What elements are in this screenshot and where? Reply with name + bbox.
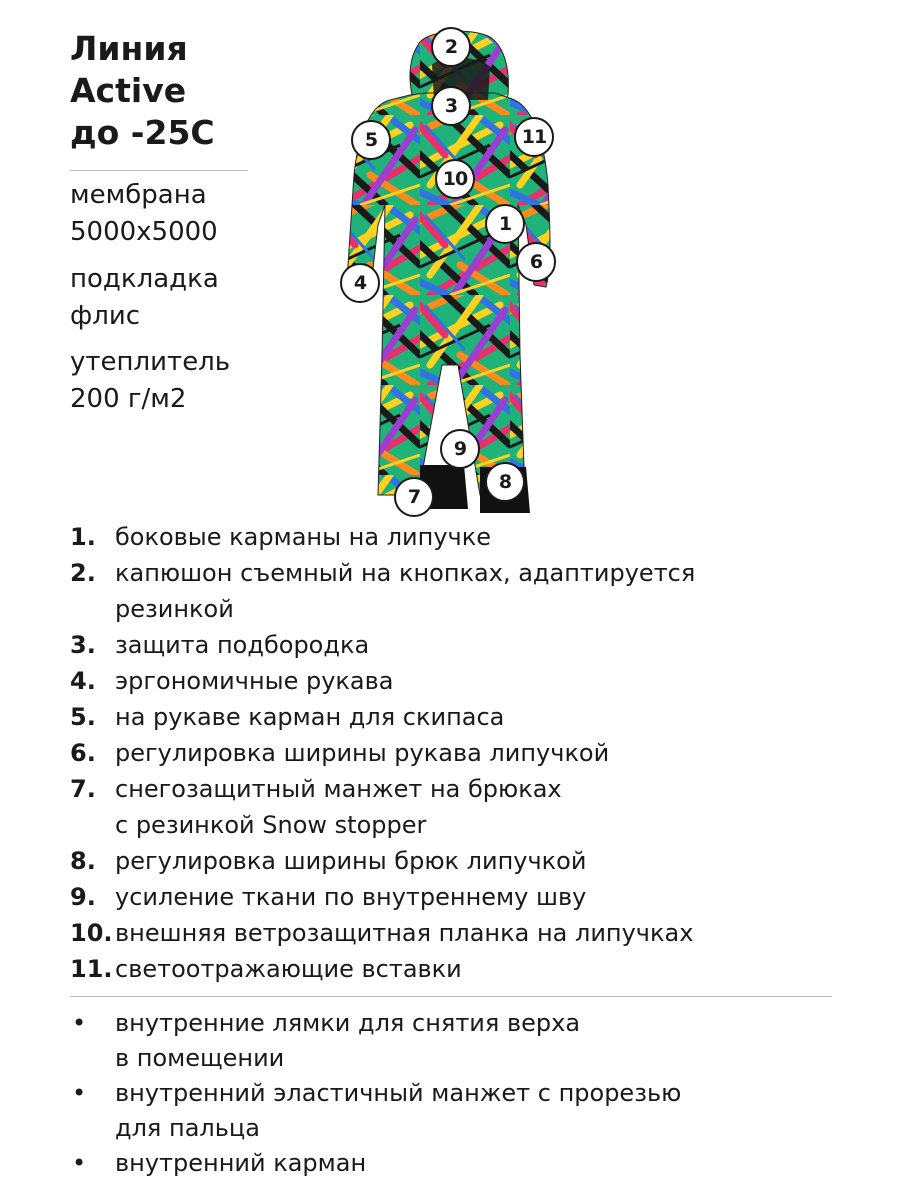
item-text	[115, 735, 609, 771]
item-line: эргономичные рукава	[115, 667, 394, 695]
spec-membrane	[70, 177, 218, 251]
item-line: в помещении	[115, 1044, 285, 1072]
list-item	[70, 519, 850, 555]
item-line: внутренние лямки для снятия верха	[115, 1009, 581, 1037]
item-line: с резинкой Snow stopper	[115, 811, 427, 839]
item-line: внутренний эластичный манжет с прорезью	[115, 1079, 682, 1107]
item-text	[115, 1146, 366, 1181]
item-number: 6.	[70, 739, 96, 767]
list-item	[70, 699, 850, 735]
item-number: 8.	[70, 847, 96, 875]
title-divider	[70, 170, 248, 171]
item-number: 4.	[70, 667, 96, 695]
spec-value: 5000x5000	[70, 217, 218, 247]
item-line: капюшон съемный на кнопках, адаптируется	[115, 559, 696, 587]
item-line: светоотражающие вставки	[115, 955, 462, 983]
item-number: 11.	[70, 955, 113, 983]
spec-label: утеплитель	[70, 347, 231, 377]
item-line: резинкой	[115, 595, 234, 623]
item-text	[115, 1006, 580, 1076]
callout-hood: 2	[431, 27, 471, 67]
spec-insulation	[70, 344, 230, 418]
list-item	[70, 735, 850, 771]
item-line: регулировка ширины брюк липучкой	[115, 847, 587, 875]
list-item	[70, 627, 850, 663]
title-line: Линия	[70, 29, 188, 68]
spec-label: мембрана	[70, 180, 207, 210]
spec-lining	[70, 261, 219, 335]
callout-leg-adjust: 8	[485, 462, 525, 502]
bullet: •	[72, 1009, 87, 1037]
item-line: снегозащитный манжет на брюках	[115, 775, 562, 803]
item-line: регулировка ширины рукава липучкой	[115, 739, 610, 767]
item-text	[115, 1076, 681, 1146]
item-number: 3.	[70, 631, 96, 659]
callout-snow-cuff: 7	[394, 477, 434, 517]
item-number: 7.	[70, 775, 96, 803]
item-line: усиление ткани по внутреннему шву	[115, 883, 587, 911]
item-line: внешняя ветрозащитная планка на липучках	[115, 919, 694, 947]
list-item	[70, 771, 850, 843]
list-item	[70, 1006, 850, 1076]
list-item	[70, 951, 850, 987]
section-divider	[70, 996, 832, 997]
list-item	[70, 555, 850, 627]
callout-side-pockets: 1	[485, 204, 525, 244]
item-text	[115, 915, 693, 951]
item-number: 1.	[70, 523, 96, 551]
callout-inner-seam: 9	[440, 429, 480, 469]
callout-sleeve-adjust: 6	[516, 242, 556, 282]
list-item	[70, 1076, 850, 1146]
item-text	[115, 951, 462, 987]
item-text	[115, 771, 562, 843]
item-text	[115, 519, 491, 555]
product-image	[330, 25, 570, 525]
item-text	[115, 879, 586, 915]
callout-sleeves: 4	[340, 263, 380, 303]
item-number: 9.	[70, 883, 96, 911]
extras-list	[70, 1006, 850, 1181]
bullet: •	[72, 1079, 87, 1107]
feature-list	[70, 519, 850, 987]
item-line: внутренний карман	[115, 1149, 367, 1177]
callout-chin-guard: 3	[431, 86, 471, 126]
callout-sleeve-pocket: 5	[351, 120, 391, 160]
item-text	[115, 843, 586, 879]
item-text	[115, 663, 393, 699]
item-text	[115, 699, 504, 735]
bullet: •	[72, 1149, 87, 1177]
item-line: боковые карманы на липучке	[115, 523, 491, 551]
callout-storm-flap: 10	[435, 159, 475, 199]
spec-label: подкладка	[70, 264, 219, 294]
item-text	[115, 555, 695, 627]
item-line: для пальца	[115, 1114, 260, 1142]
list-item	[70, 663, 850, 699]
spec-value: 200 г/м2	[70, 384, 187, 414]
list-item	[70, 879, 850, 915]
product-line-title	[70, 28, 215, 154]
title-line: Active	[70, 71, 187, 110]
item-number: 5.	[70, 703, 96, 731]
spec-value: флис	[70, 301, 141, 331]
list-item	[70, 843, 850, 879]
item-number: 2.	[70, 559, 96, 587]
item-number: 10.	[70, 919, 113, 947]
item-line: защита подбородка	[115, 631, 370, 659]
list-item	[70, 915, 850, 951]
callout-reflective: 11	[514, 117, 554, 157]
list-item	[70, 1146, 850, 1181]
item-text	[115, 627, 369, 663]
item-line: на рукаве карман для скипаса	[115, 703, 505, 731]
title-line: до -25С	[70, 113, 215, 152]
